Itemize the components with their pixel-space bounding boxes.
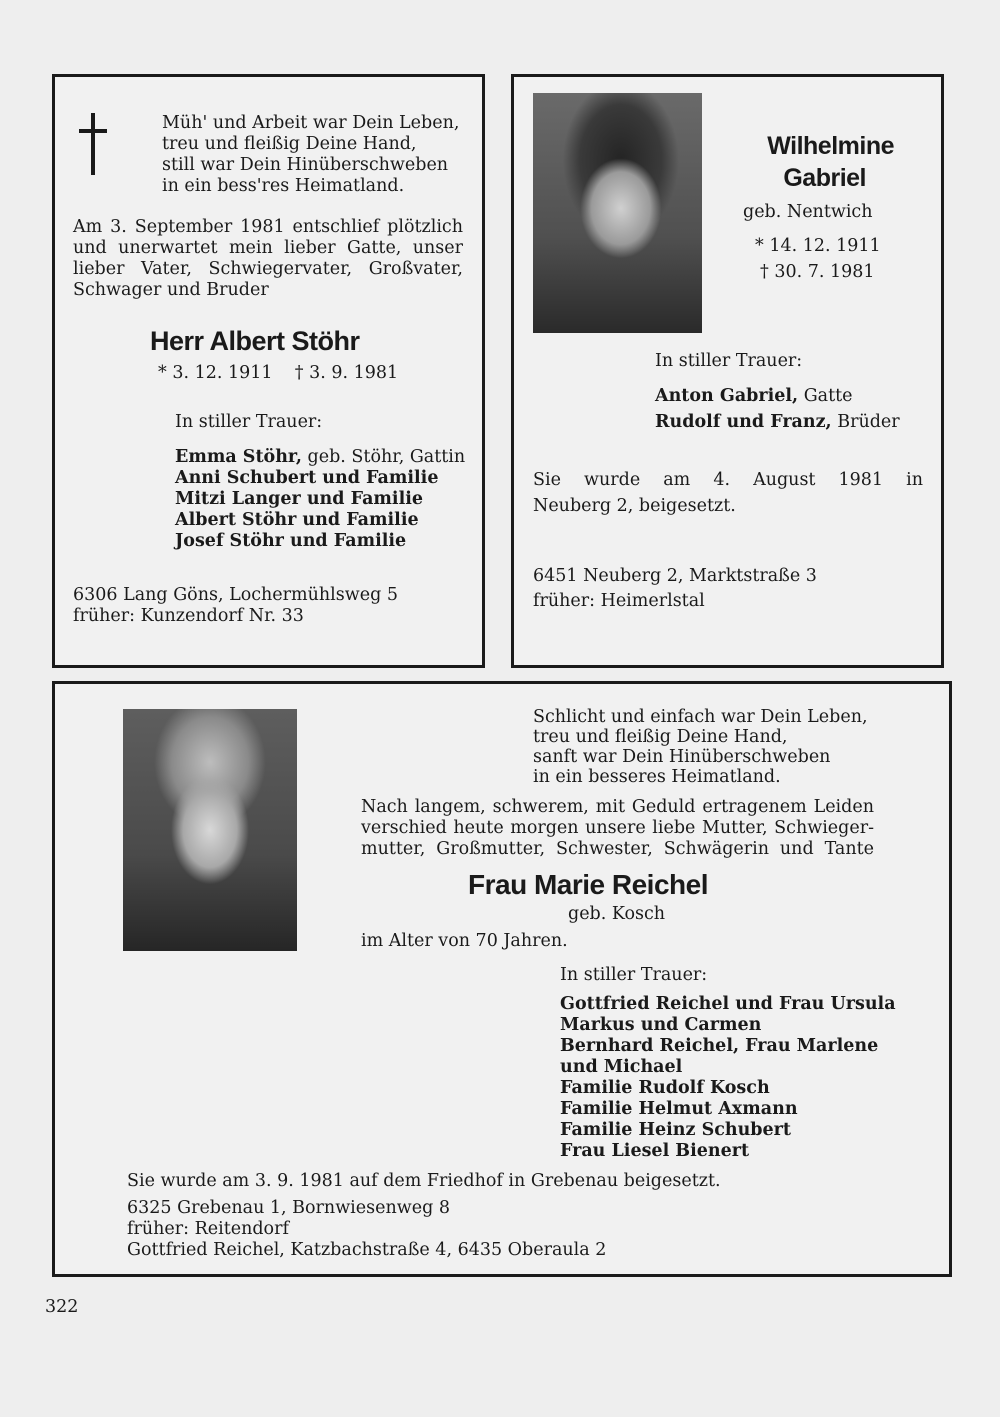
birth-date: * 14. 12. 1911 xyxy=(755,236,881,256)
portrait-photo xyxy=(123,709,297,951)
mourner-line: Gottfried Reichel und Frau Ursula xyxy=(560,994,896,1014)
intro-line: verschied heute morgen unsere liebe Mutter, Schwieger- xyxy=(361,818,874,838)
portrait-photo xyxy=(533,93,702,333)
mourner-line: Frau Liesel Bienert xyxy=(560,1141,750,1161)
intro-line: Schwager und Bruder xyxy=(73,280,269,300)
mourning-label: In stiller Trauer: xyxy=(560,965,708,985)
intro-line: Nach langem, schwerem, mit Geduld ertragenem Leiden xyxy=(361,797,874,817)
intro-line: lieber Vater, Schwiegervater, Großvater, xyxy=(73,259,463,279)
verse-line: in ein bess'res Heimatland. xyxy=(162,176,405,196)
mourner-line: Mitzi Langer und Familie xyxy=(175,489,424,509)
life-dates: * 3. 12. 1911 † 3. 9. 1981 xyxy=(158,363,399,383)
mourner-line: und Michael xyxy=(560,1057,683,1077)
burial-line: Neuberg 2, beigesetzt. xyxy=(533,496,736,516)
mourner-line: Rudolf und Franz, Brüder xyxy=(655,412,900,432)
verse-line: treu und fleißig Deine Hand, xyxy=(533,727,788,747)
deceased-name: Wilhelmine xyxy=(767,132,894,160)
mourner-line: Markus und Carmen xyxy=(560,1015,762,1035)
maiden-name: geb. Kosch xyxy=(568,904,666,924)
address-line: früher: Heimerlstal xyxy=(533,591,705,611)
mourning-label: In stiller Trauer: xyxy=(655,351,803,371)
address-line: 6451 Neuberg 2, Marktstraße 3 xyxy=(533,566,817,586)
mourner-line: Anton Gabriel, Gatte xyxy=(655,386,853,406)
intro-line: und unerwartet mein lieber Gatte, unser xyxy=(73,238,463,258)
verse-line: sanft war Dein Hinüberschweben xyxy=(533,747,831,767)
address-line: früher: Reitendorf xyxy=(127,1219,289,1239)
burial-line: Sie wurde am 4. August 1981 in xyxy=(533,470,923,490)
maiden-name: geb. Nentwich xyxy=(743,202,873,222)
mourner-line: Emma Stöhr, geb. Stöhr, Gattin xyxy=(175,447,466,467)
verse-line: Müh' und Arbeit war Dein Leben, xyxy=(162,113,460,133)
page-number: 322 xyxy=(45,1297,79,1317)
deceased-name: Herr Albert Stöhr xyxy=(150,326,360,356)
intro-line: Am 3. September 1981 entschlief plötzlich xyxy=(73,217,463,237)
deceased-name: Frau Marie Reichel xyxy=(468,869,708,900)
mourner-line: Familie Helmut Axmann xyxy=(560,1099,798,1119)
address-line: 6325 Grebenau 1, Bornwiesenweg 8 xyxy=(127,1198,450,1218)
mourner-line: Familie Rudolf Kosch xyxy=(560,1078,770,1098)
mourner-line: Anni Schubert und Familie xyxy=(175,468,439,488)
mourner-line: Familie Heinz Schubert xyxy=(560,1120,791,1140)
verse-line: still war Dein Hinüberschweben xyxy=(162,155,449,175)
deceased-name: Gabriel xyxy=(783,164,866,192)
verse-line: in ein besseres Heimatland. xyxy=(533,767,781,787)
verse-line: Schlicht und einfach war Dein Leben, xyxy=(533,707,868,727)
address-line: früher: Kunzendorf Nr. 33 xyxy=(73,606,304,626)
mourning-label: In stiller Trauer: xyxy=(175,412,323,432)
cross-icon xyxy=(79,113,107,175)
intro-line: mutter, Großmutter, Schwester, Schwägerin und Tante xyxy=(361,839,874,859)
verse-line: treu und fleißig Deine Hand, xyxy=(162,134,417,154)
address-line: Gottfried Reichel, Katzbachstraße 4, 6435 Oberaula 2 xyxy=(127,1240,607,1260)
burial-line: Sie wurde am 3. 9. 1981 auf dem Friedhof in Grebenau beigesetzt. xyxy=(127,1171,721,1191)
mourner-line: Bernhard Reichel, Frau Marlene xyxy=(560,1036,879,1056)
death-date: † 30. 7. 1981 xyxy=(760,262,875,282)
address-line: 6306 Lang Göns, Lochermühlsweg 5 xyxy=(73,585,398,605)
age-line: im Alter von 70 Jahren. xyxy=(361,931,568,951)
mourner-line: Albert Stöhr und Familie xyxy=(175,510,419,530)
mourner-line: Josef Stöhr und Familie xyxy=(175,531,407,551)
